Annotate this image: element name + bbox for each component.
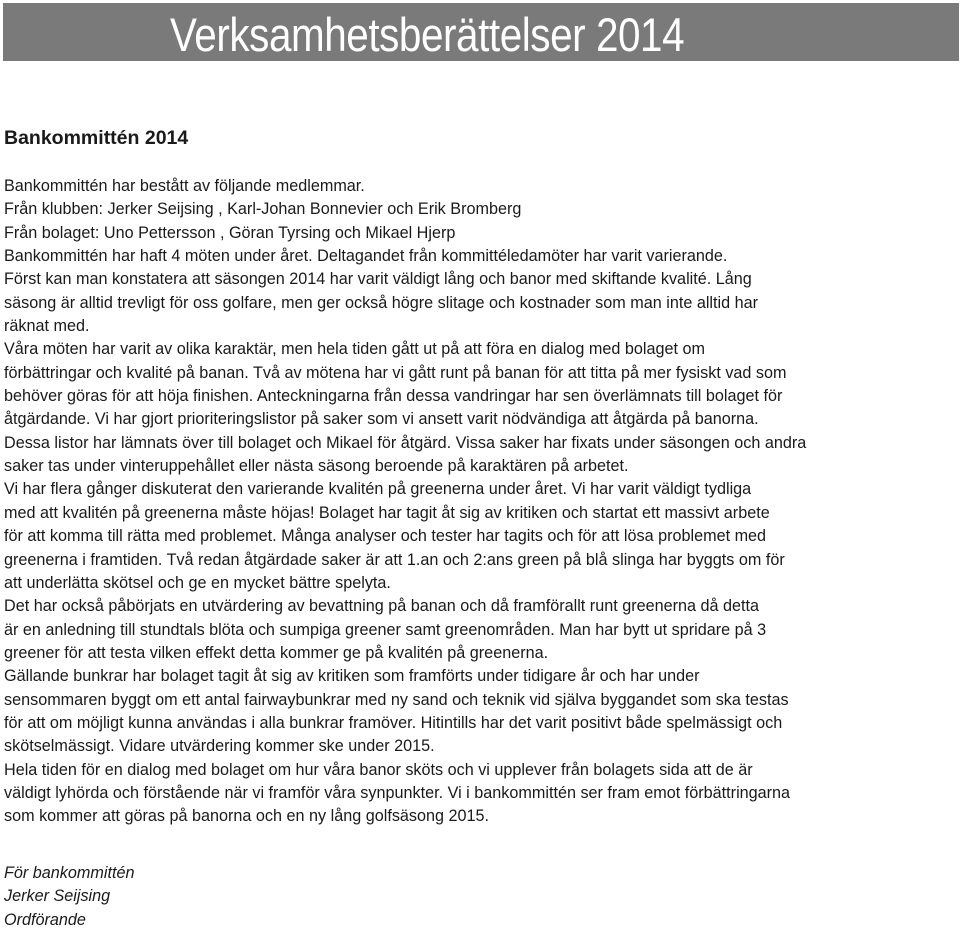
section-heading: Bankommittén 2014 — [4, 127, 189, 149]
body-line: förbättringar och kvalité på banan. Två av mötena har vi gått runt på banan för att titta på mer fysiskt vad som — [4, 363, 787, 382]
body-line: Dessa listor har lämnats över till bolaget och Mikael för åtgärd. Vissa saker har fixats under säsongen och andra — [4, 433, 807, 452]
body-line: att underlätta skötsel och ge en mycket bättre spelyta. — [4, 573, 391, 592]
body-line: är en anledning till stundtals blöta och sumpiga greener samt greenområden. Man har bytt ut spridare på 3 — [4, 620, 767, 639]
signature-role: Ordförande — [4, 910, 86, 929]
body-line: för att komma till rätta med problemet. Många analyser och tester har tagits och för att lösa problemet med — [4, 527, 767, 546]
body-line: som kommer att göras på banorna och en ny lång golfsäsong 2015. — [4, 807, 490, 826]
body-line: för att om möjligt kunna användas i alla bunkrar framöver. Hitintills har det varit positivt både spelmässigt och — [4, 713, 783, 732]
body-line: greener för att testa vilken effekt detta kommer ge på kvalitén på greenerna. — [4, 643, 549, 662]
body-line: Gällande bunkrar har bolaget tagit åt sig av kritiken som framförts under tidigare år och har under — [4, 667, 700, 686]
body-line: med att kvalitén på greenerna måste höjas! Bolaget har tagit åt sig av kritiken och startat ett massivt arbete — [4, 503, 770, 522]
signature-name: Jerker Seijsing — [4, 887, 111, 906]
body-line: väldigt lyhörda och förstående när vi framför våra synpunkter. Vi i bankommittén ser fram emot förbättringarna — [4, 783, 791, 802]
body-line: sensommaren byggt om ett antal fairwaybunkrar med ny sand och teknik vid själva byggandet som ska testas — [4, 690, 789, 709]
page-title: Verksamhetsberättelser 2014 — [170, 8, 685, 61]
body-line: räknat med. — [4, 317, 90, 336]
signature-block — [4, 862, 134, 932]
body-line: åtgärdande. Vi har gjort prioriteringslistor på saker som vi ansett varit nödvändiga att åtgärda på banorna. — [4, 410, 759, 429]
body-line: Det har också påbörjats en utvärdering av bevattning på banan och då framförallt runt greenerna då detta — [4, 597, 759, 616]
body-line: greenerna i framtiden. Två redan åtgärdade saker är att 1.an och 2:ans green på blå slinga har byggts om för — [4, 550, 785, 569]
body-line: Från klubben: Jerker Seijsing , Karl-Johan Bonnevier och Erik Bromberg — [4, 200, 522, 219]
body-line: säsong är alltid trevligt för oss golfare, men ger också högre slitage och kostnader som man inte alltid har — [4, 293, 758, 312]
body-line: Från bolaget: Uno Pettersson , Göran Tyrsing och Mikael Hjerp — [4, 223, 456, 242]
body-line: behöver göras för att höja finishen. Anteckningarna från dessa vandringar har sen överlämnats till bolaget för — [4, 387, 783, 406]
body-line: Bankommittén har haft 4 möten under året. Deltagandet från kommittéledamöter har varit varierande. — [4, 247, 728, 266]
body-line: Våra möten har varit av olika karaktär, men hela tiden gått ut på att föra en dialog med bolaget om — [4, 340, 705, 359]
body-line: Vi har flera gånger diskuterat den varierande kvalitén på greenerna under året. Vi har varit väldigt tydliga — [4, 480, 752, 499]
body-line: skötselmässigt. Vidare utvärdering kommer ske under 2015. — [4, 737, 435, 756]
body-line: Hela tiden för en dialog med bolaget om hur våra banor sköts och vi upplever från bolagets sida att de är — [4, 760, 753, 779]
body-line: saker tas under vinteruppehållet eller nästa säsong beroende på karaktären på arbetet. — [4, 457, 629, 476]
body-line: Först kan man konstatera att säsongen 2014 har varit väldigt lång och banor med skiftande kvalité. Lång — [4, 270, 752, 289]
report-body — [4, 175, 960, 829]
body-line: Bankommittén har bestått av följande medlemmar. — [4, 177, 365, 195]
signature-line: För bankommittén — [4, 864, 135, 882]
